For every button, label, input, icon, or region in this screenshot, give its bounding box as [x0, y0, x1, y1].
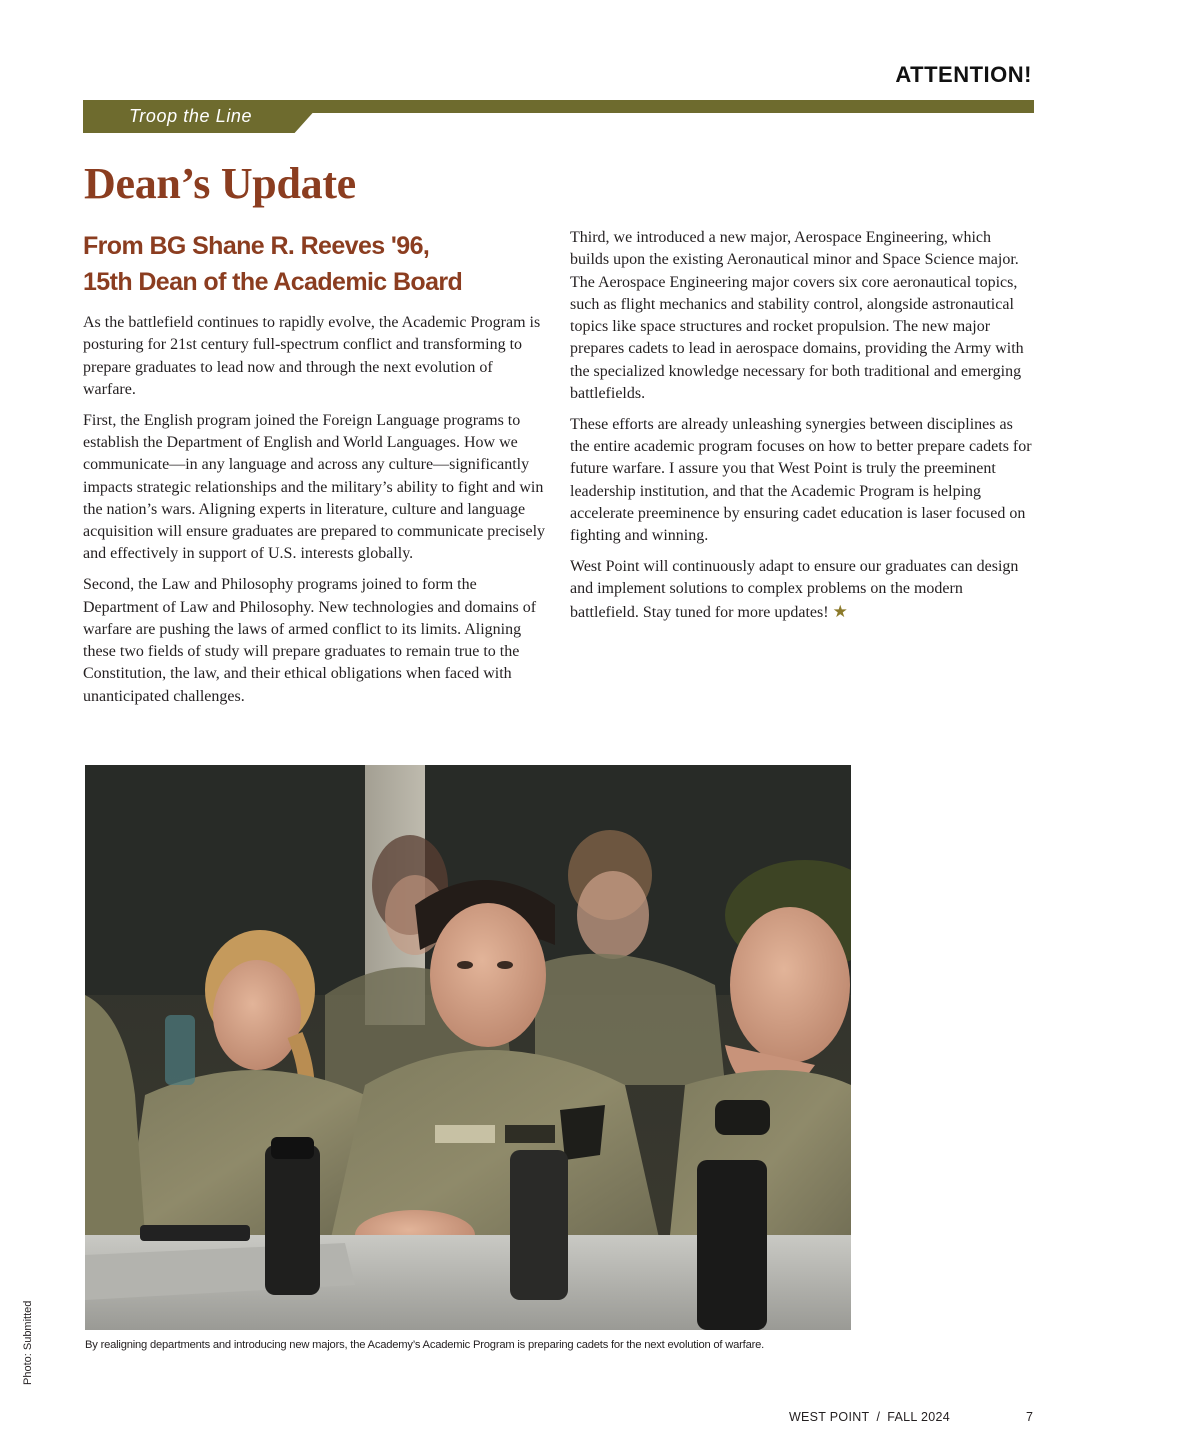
footer-issue: FALL 2024 — [887, 1410, 950, 1424]
section-ribbon-label: Troop the Line — [129, 106, 253, 126]
article-paragraph: First, the English program joined the Foreign Language programs to establish the Department of English and World Languages. How we communicate—in any language and across any culture—significantly impacts strategic relationships and the military’s ability to fight and win the nation’s wars. Aligning experts in literature, culture and language acquisition will ensure graduates are prepared to communicate precisely and effectively in support of U.S. interests globally. — [83, 411, 546, 563]
byline-line-2: 15th Dean of the Academic Board — [83, 268, 463, 296]
article-paragraph: These efforts are already unleashing synergies between disciplines as the entire academic program focuses on how to better prepare cadets for future warfare. I assure you that West Point is truly the preeminent leadership institution, and that the Academic Program is helping accelerate preeminence by ensuring cadet education is laser focused on fighting and winning. — [570, 415, 1032, 545]
byline-line-1: From BG Shane R. Reeves '96, — [83, 232, 430, 260]
article-paragraph: As the battlefield continues to rapidly evolve, the Academic Program is posturing for 21st century full-spectrum conflict and transforming to prepare graduates to lead now and through the next evolution of warfare. — [83, 314, 541, 398]
star-icon: ★ — [832, 601, 848, 621]
footer-publication: WEST POINT — [788, 1410, 870, 1424]
photo-credit: Photo: Submitted — [22, 1300, 34, 1385]
article-byline — [83, 228, 553, 300]
page-number: 7 — [1026, 1410, 1033, 1424]
classroom-photo — [85, 765, 851, 1330]
page-footer — [789, 1410, 950, 1424]
article-column-right — [570, 227, 1032, 633]
article-paragraph-text: West Point will continuously adapt to ensure our graduates can design and implement solutions to complex problems on the modern battlefield. Stay tuned for more updates! — [570, 558, 1019, 621]
article-paragraph-last — [570, 556, 1032, 624]
article-title: Dean’s Update — [84, 159, 356, 208]
section-label: ATTENTION! — [895, 62, 1032, 87]
article-paragraph: Second, the Law and Philosophy programs joined to form the Department of Law and Philosophy. New technologies and domains of warfare are pushing the laws of armed conflict to its limits. Aligning these two fields of study will prepare graduates to remain true to the Constitution, the law, and their ethical obligations when faced with unanticipated challenges. — [83, 576, 537, 705]
article-column-left — [83, 312, 548, 717]
classroom-photo-illustration — [85, 765, 851, 1330]
article-paragraph: Third, we introduced a new major, Aerospace Engineering, which builds upon the existing Aeronautical minor and Space Science major. The Aerospace Engineering major covers six core aeronautical topics, such as flight mechanics and stability control, alongside astronautical topics like space structures and rocket propulsion. The new major prepares cadets to lead in aerospace domains, providing the Army with the specialized knowledge necessary for both traditional and emerging battlefields. — [570, 229, 1024, 403]
footer-separator: / — [876, 1410, 881, 1424]
photo-caption: By realigning departments and introducing new majors, the Academy’s Academic Program is preparing cadets for the next evolution of warfare. — [85, 1339, 765, 1351]
